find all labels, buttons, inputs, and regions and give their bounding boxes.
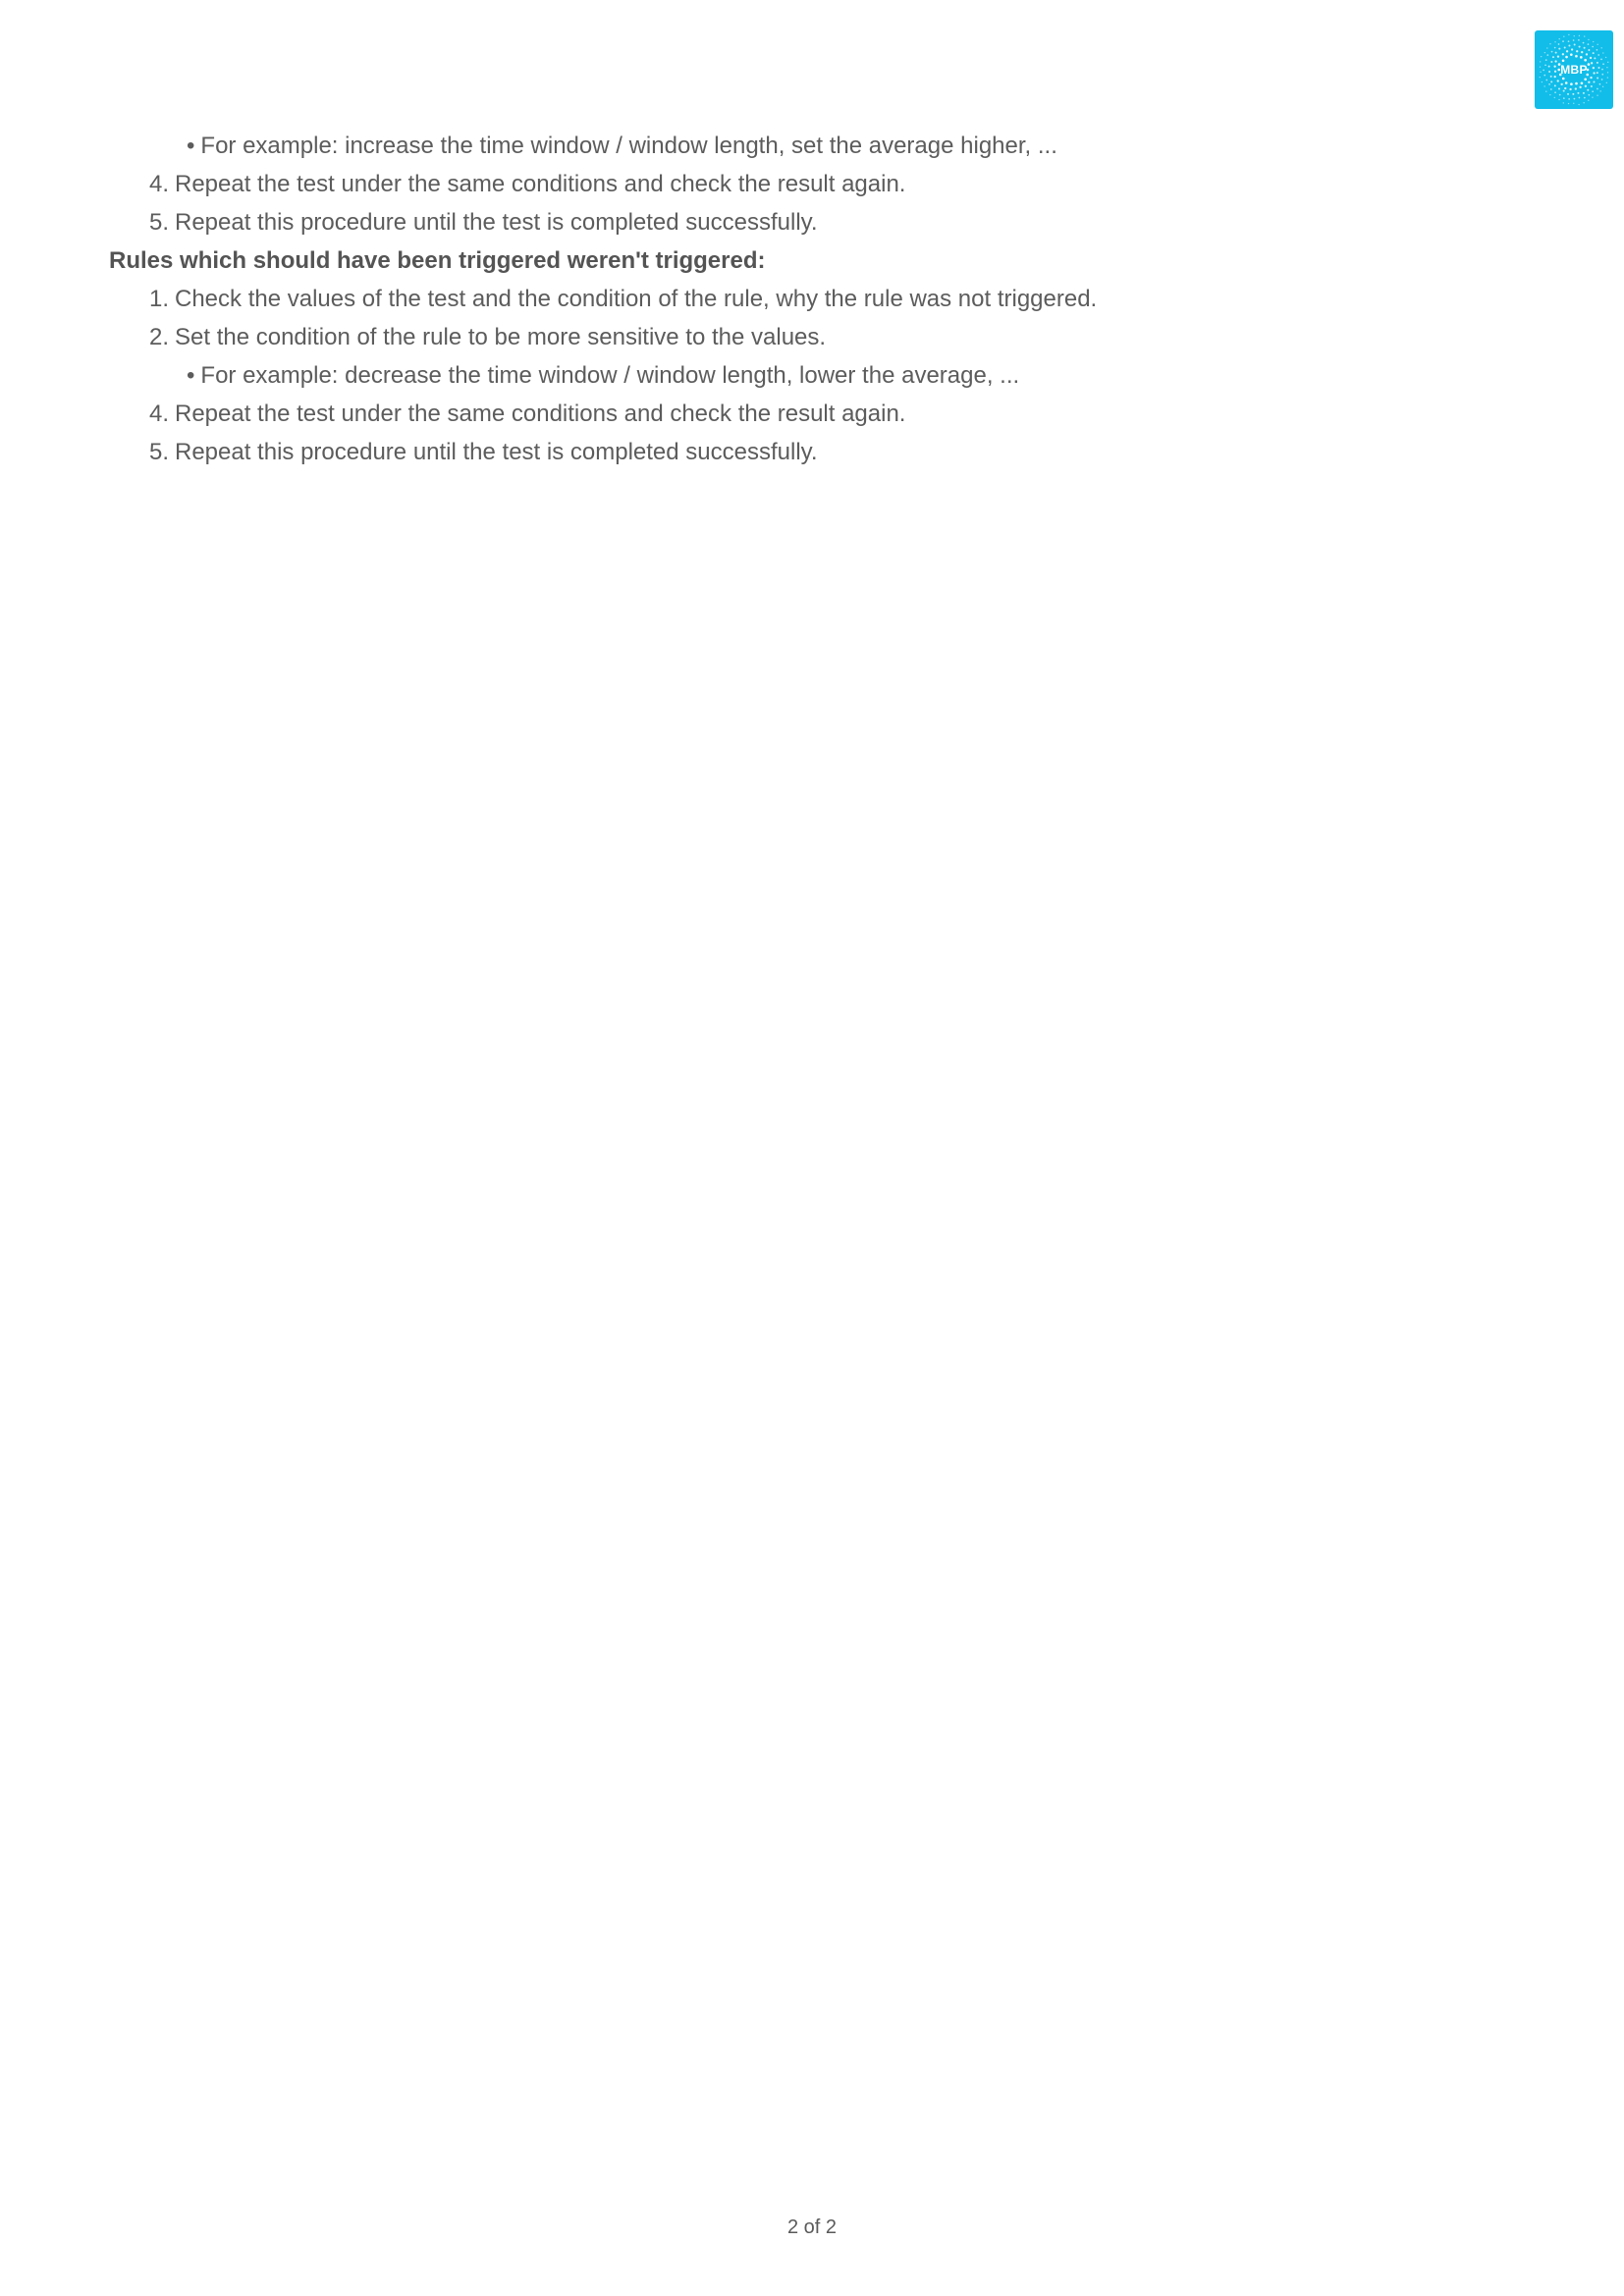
logo-text: MBP (1560, 63, 1588, 77)
list-item-bullet (187, 132, 1057, 161)
list-text: Repeat the test under the same conditions and check the result again. (175, 400, 906, 427)
section-heading: Rules which should have been triggered weren't triggered: (109, 247, 766, 274)
list-text: Set the condition of the rule to be more sensitive to the values. (175, 324, 827, 350)
list-text: Repeat the test under the same conditions and check the result again. (175, 171, 906, 197)
list-item (139, 170, 905, 199)
bullet-glyph: • (187, 133, 195, 159)
list-item (139, 323, 826, 352)
list-text: Repeat this procedure until the test is completed successfully. (175, 439, 818, 465)
list-number: 1. (148, 286, 169, 312)
list-number: 5. (148, 439, 169, 465)
list-text: Check the values of the test and the condition of the rule, why the rule was not triggered. (175, 286, 1098, 312)
list-item (139, 438, 818, 467)
list-item (139, 208, 818, 238)
list-item-bullet (187, 361, 1019, 391)
bullet-glyph: • (187, 362, 195, 389)
list-text: Repeat this procedure until the test is completed successfully. (175, 209, 818, 236)
bullet-text: For example: increase the time window / window length, set the average higher, ... (200, 133, 1057, 159)
bullet-text: For example: decrease the time window / window length, lower the average, ... (200, 362, 1020, 389)
list-number: 2. (148, 324, 169, 350)
list-item (139, 285, 1097, 314)
page-number: 2 of 2 (786, 2216, 838, 2238)
list-number: 4. (148, 171, 169, 197)
list-number: 4. (148, 400, 169, 427)
list-number: 5. (148, 209, 169, 236)
company-logo (1535, 30, 1613, 109)
list-item (139, 400, 905, 429)
